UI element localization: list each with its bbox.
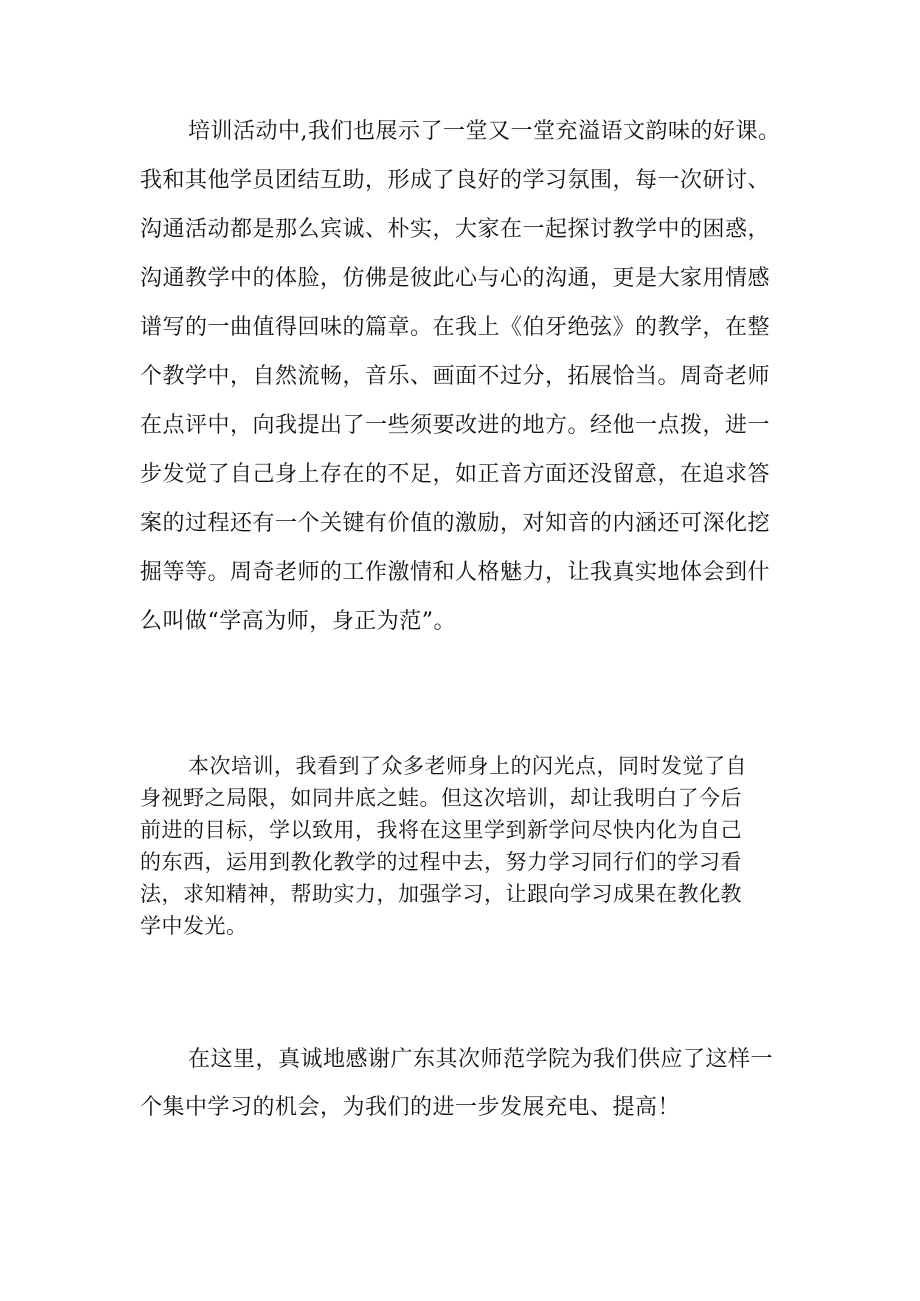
text-line: 前进的目标，学以致用，我将在这里学到新学问尽快内化为自己 <box>140 818 742 842</box>
text-line: 掘等等。周奇老师的工作激情和人格魅力，让我真实地体会到什 <box>140 560 771 585</box>
text-line: 个集中学习的机会，为我们的进一步发展充电、提高！ <box>140 1095 681 1120</box>
text-line: 在点评中，向我提出了一些须要改进的地方。经他一点拨，进一 <box>140 413 771 438</box>
text-line: 培训活动中,我们也展示了一堂又一堂充溢语文韵味的好课。 <box>188 119 781 144</box>
text-line: 我和其他学员团结互助，形成了良好的学习氛围，每一次研讨、 <box>140 168 771 193</box>
text-line: 谱写的一曲值得回味的篇章。在我上《伯牙绝弦》的教学，在整 <box>140 315 771 340</box>
text-line: 学中发光。 <box>140 914 248 938</box>
text-line: 案的过程还有一个关键有价值的激励，对知音的内涵还可深化挖 <box>140 511 771 536</box>
text-line: 在这里，真诚地感谢广东其次师范学院为我们供应了这样一 <box>188 1047 774 1072</box>
text-line: 的东西，运用到教化教学的过程中去，努力学习同行们的学习看 <box>140 850 742 874</box>
text-line: 沟通活动都是那么宾诚、朴实，大家在一起探讨教学中的困惑， <box>140 217 771 242</box>
text-line: 么叫做“学高为师，身正为范”。 <box>140 609 456 634</box>
text-line: 法，求知精神，帮助实力，加强学习，让跟向学习成果在教化教 <box>140 882 742 906</box>
text-line: 身视野之局限，如同井底之蛙。但这次培训，却让我明白了今后 <box>140 786 742 810</box>
text-line: 本次培训，我看到了众多老师身上的闪光点，同时发觉了自 <box>188 754 747 778</box>
text-line: 个教学中，自然流畅，音乐、画面不过分，拓展恰当。周奇老师 <box>140 364 771 389</box>
text-line: 步发觉了自己身上存在的不足，如正音方面还没留意，在追求答 <box>140 462 771 487</box>
text-line: 沟通教学中的体脸，仿佛是彼此心与心的沟通，更是大家用情感 <box>140 266 771 291</box>
